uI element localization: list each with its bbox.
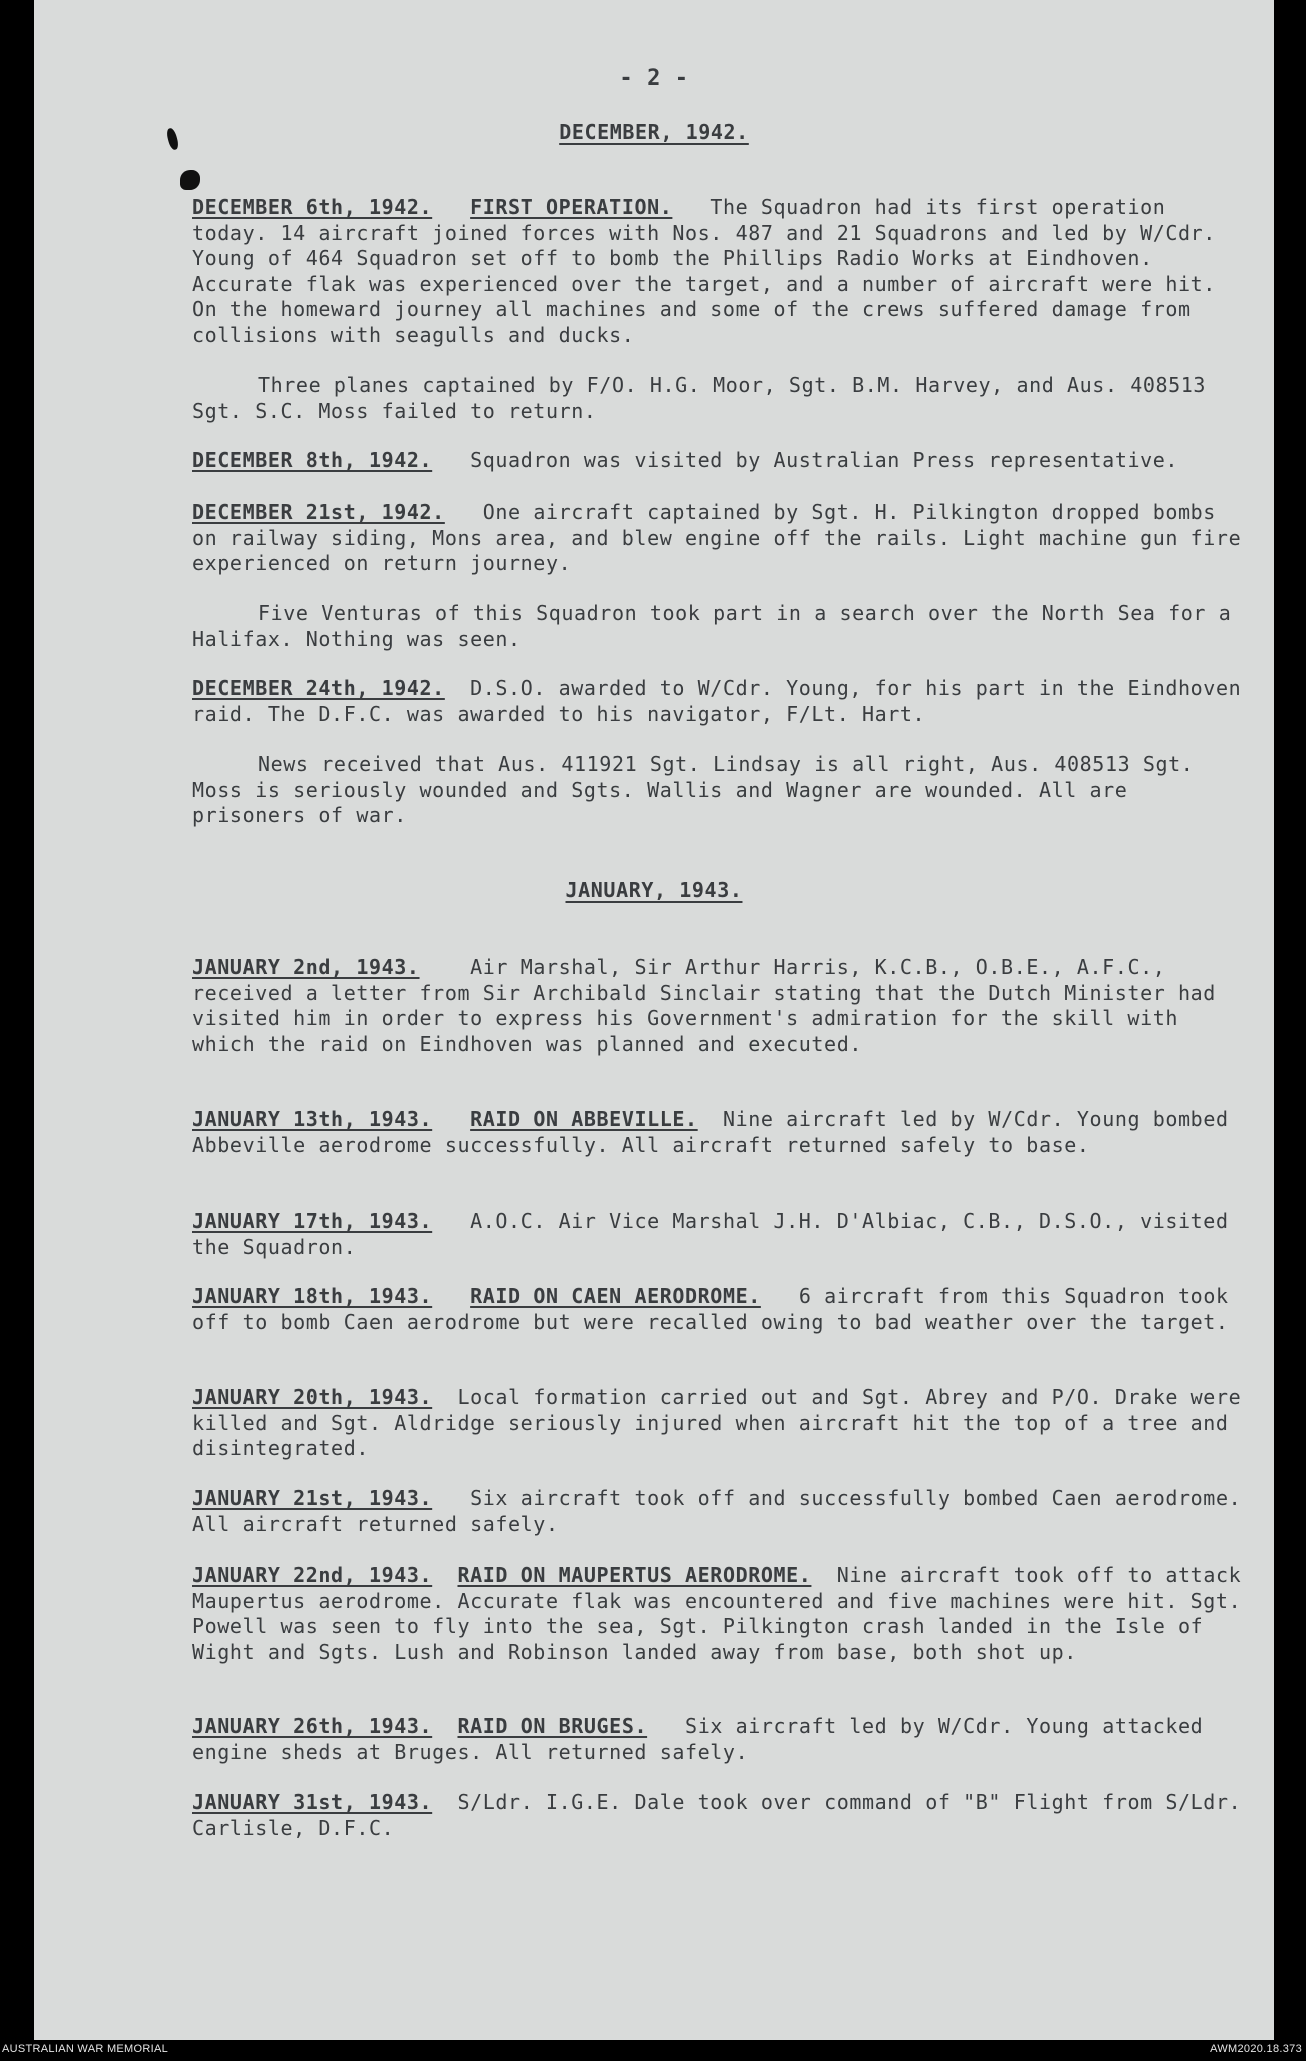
- entry-paragraph: [192, 373, 1252, 424]
- entry-date: JANUARY 18th, 1943.: [192, 1284, 433, 1308]
- entry-title: RAID ON CAEN AERODROME.: [470, 1284, 761, 1308]
- entry-jan-26: [192, 1714, 1252, 1765]
- month-heading-january: JANUARY, 1943.: [565, 878, 743, 902]
- entry-text: Six aircraft led by W/Cdr. Young attacked engine sheds at Bruges. All returned safely.: [192, 1714, 1204, 1764]
- entry-text: Five Venturas of this Squadron took part in a search over the North Sea for a Halifax. Nothing was seen.: [192, 601, 1232, 651]
- punch-hole-mark: [180, 170, 200, 190]
- footer-credit: AUSTRALIAN WAR MEMORIAL: [2, 2043, 169, 2055]
- entry-paragraph: [192, 752, 1252, 829]
- entry-jan-20: [192, 1385, 1252, 1462]
- entry-date: DECEMBER 24th, 1942.: [192, 676, 445, 700]
- entry-jan-22: [192, 1563, 1252, 1665]
- entry-text: A.O.C. Air Vice Marshal J.H. D'Albiac, C.B., D.S.O., visited the Squadron.: [192, 1209, 1229, 1259]
- entry-text: Six aircraft took off and successfully bombed Caen aerodrome. All aircraft returned safely.: [192, 1486, 1242, 1536]
- entry-text: Local formation carried out and Sgt. Abrey and P/O. Drake were killed and Sgt. Aldridge seriously injured when aircraft hit the top of a tree and disintegrated.: [192, 1385, 1242, 1460]
- entry-jan-31: [192, 1790, 1252, 1841]
- entry-text: 6 aircraft from this Squadron took off to bomb Caen aerodrome but were recalled owing to bad weather over the target.: [192, 1284, 1229, 1334]
- entry-date: JANUARY 13th, 1943.: [192, 1107, 433, 1131]
- entry-text: Three planes captained by F/O. H.G. Moor, Sgt. B.M. Harvey, and Aus. 408513 Sgt. S.C. Moss failed to return.: [192, 373, 1207, 423]
- entry-text: Air Marshal, Sir Arthur Harris, K.C.B., O.B.E., A.F.C., received a letter from Sir Archibald Sinclair stating that the Dutch Minister had visited him in order to express his Government's admiration for the skill with which the raid on Eindhoven was planned and executed.: [192, 955, 1216, 1056]
- entry-date: DECEMBER 21st, 1942.: [192, 500, 445, 524]
- entry-title: RAID ON BRUGES.: [457, 1714, 648, 1738]
- entry-title: RAID ON ABBEVILLE.: [470, 1107, 698, 1131]
- entry-text: The Squadron had its first operation today. 14 aircraft joined forces with Nos. 487 and 21 Squadrons and led by W/Cdr. Young of 464 Squadron set off to bomb the Phillips Radio Works at Eindhoven. Accurate flak was experienced over the target, and a number of aircraft were hit. On the homeward journey all machines and some of the crews suffered damage from collisions with seagulls and ducks.: [192, 195, 1216, 347]
- entry-text: S/Ldr. I.G.E. Dale took over command of "B" Flight from S/Ldr. Carlisle, D.F.C.: [192, 1790, 1242, 1840]
- entry-dec-21: [192, 500, 1252, 577]
- entry-date: DECEMBER 6th, 1942.: [192, 195, 433, 219]
- entry-date: JANUARY 22nd, 1943.: [192, 1563, 433, 1587]
- footer-accession-number: AWM2020.18.373: [1210, 2043, 1302, 2055]
- page-number: - 2 -: [619, 66, 689, 91]
- entry-dec-24: [192, 676, 1252, 727]
- entry-dec-6: [192, 195, 1252, 348]
- entry-text: Nine aircraft led by W/Cdr. Young bombed Abbeville aerodrome successfully. All aircraft returned safely to base.: [192, 1107, 1229, 1157]
- entry-date: JANUARY 31st, 1943.: [192, 1790, 433, 1814]
- entry-title: RAID ON MAUPERTUS AERODROME.: [457, 1563, 812, 1587]
- entry-date: JANUARY 21st, 1943.: [192, 1486, 433, 1510]
- entry-text: News received that Aus. 411921 Sgt. Lindsay is all right, Aus. 408513 Sgt. Moss is seriously wounded and Sgts. Wallis and Wagner are wounded. All are prisoners of war.: [192, 752, 1194, 827]
- entry-jan-2: [192, 955, 1252, 1057]
- entry-text: D.S.O. awarded to W/Cdr. Young, for his part in the Eindhoven raid. The D.F.C. was awarded to his navigator, F/Lt. Hart.: [192, 676, 1242, 726]
- entry-text: Nine aircraft took off to attack Maupertus aerodrome. Accurate flak was encountered and five machines were hit. Sgt. Powell was seen to fly into the sea, Sgt. Pilkington crash landed in the Isle of Wight and Sgts. Lush and Robinson landed away from base, both shot up.: [192, 1563, 1242, 1664]
- month-heading-december: DECEMBER, 1942.: [559, 120, 749, 144]
- entry-date: JANUARY 26th, 1943.: [192, 1714, 433, 1738]
- entry-text: One aircraft captained by Sgt. H. Pilkington dropped bombs on railway siding, Mons area, and blew engine off the rails. Light machine gun fire experienced on return journey.: [192, 500, 1242, 575]
- entry-jan-21: [192, 1486, 1252, 1537]
- entry-jan-17: [192, 1209, 1252, 1260]
- entry-date: JANUARY 2nd, 1943.: [192, 955, 420, 979]
- entry-jan-18: [192, 1284, 1252, 1335]
- entry-dec-8: [192, 448, 1252, 474]
- entry-date: DECEMBER 8th, 1942.: [192, 448, 433, 472]
- entry-jan-13: [192, 1107, 1252, 1158]
- entry-text: Squadron was visited by Australian Press representative.: [470, 448, 1179, 472]
- document-page: [34, 0, 1274, 2040]
- entry-date: JANUARY 17th, 1943.: [192, 1209, 433, 1233]
- entry-title: FIRST OPERATION.: [470, 195, 673, 219]
- entry-date: JANUARY 20th, 1943.: [192, 1385, 433, 1409]
- entry-paragraph: [192, 601, 1252, 652]
